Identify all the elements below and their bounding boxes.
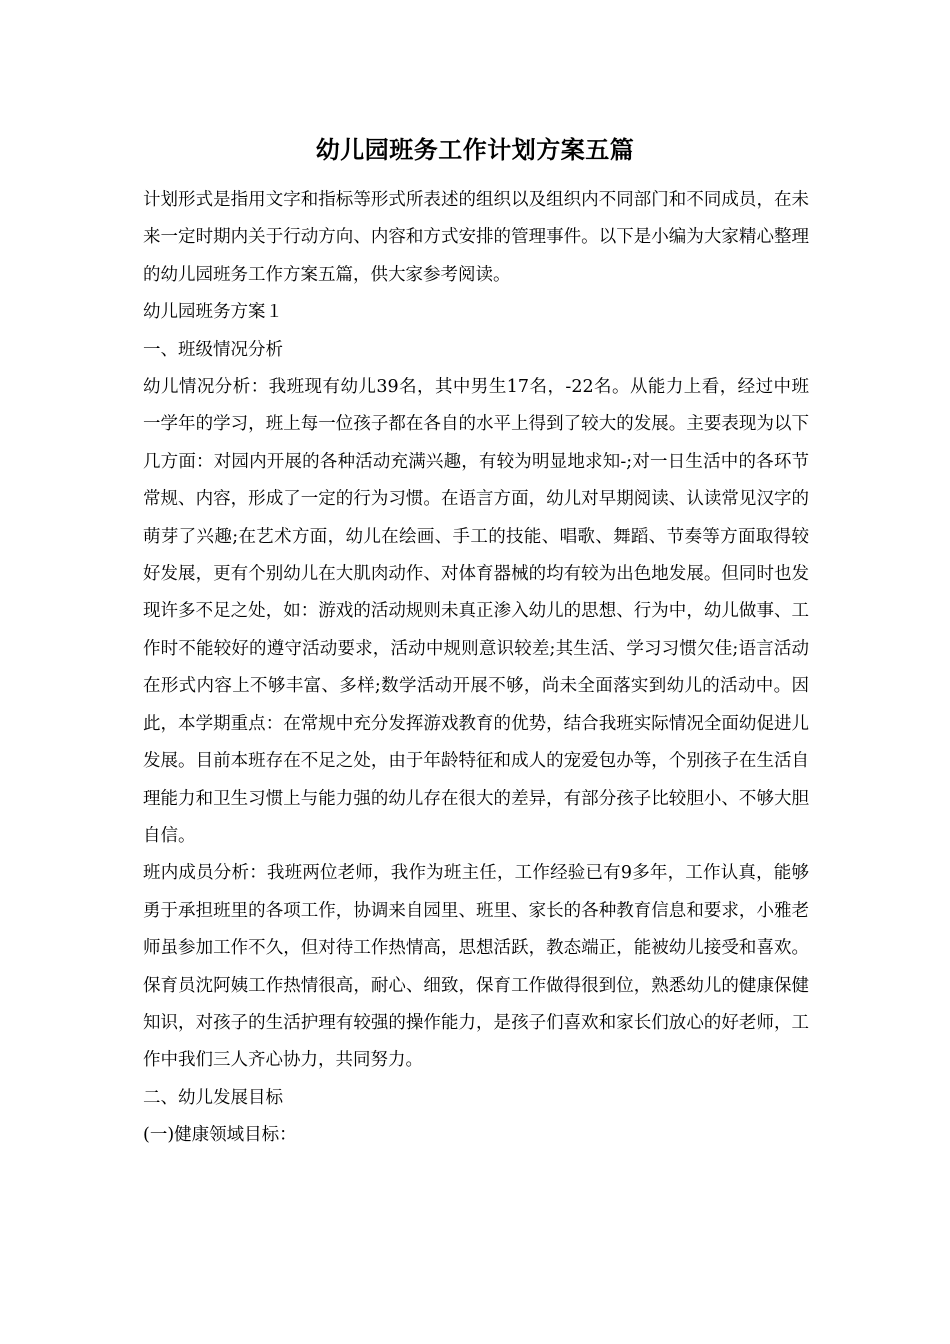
- section-heading-plan-1: 幼儿园班务方案１: [143, 302, 283, 323]
- document-body: [143, 182, 809, 1155]
- intro-paragraph: 计划形式是指用文字和指标等形式所表述的组织以及组织内不同部门和不同成员，在未来一定时期内关于行动方向、内容和方式安排的管理事件。以下是小编为大家精心整理的幼儿园班务工作方案五篇，供大家参考阅读。: [143, 190, 809, 285]
- children-analysis-paragraph: 幼儿情况分析：我班现有幼儿39名，其中男生17名，-22名。从能力上看，经过中班一学年的学习，班上每一位孩子都在各自的水平上得到了较大的发展。主要表现为以下几方面：对园内开展的各种活动充满兴趣，有较为明显地求知-;对一日生活中的各环节常规、内容，形成了一定的行为习惯。在语言方面，幼儿对早期阅读、认读常见汉字的萌芽了兴趣;在艺术方面，幼儿在绘画、手工的技能、唱歌、舞蹈、节奏等方面取得较好发展，更有个别幼儿在大肌肉动作、对体育器械的均有较为出色地发展。但同时也发现许多不足之处，如：游戏的活动规则未真正渗入幼儿的思想、行为中，幼儿做事、工作时不能较好的遵守活动要求，活动中规则意识较差;其生活、学习习惯欠佳;语言活动在形式内容上不够丰富、多样;数学活动开展不够，尚未全面落实到幼儿的活动中。因此，本学期重点：在常规中充分发挥游戏教育的优势，结合我班实际情况全面幼促进儿发展。目前本班存在不足之处，由于年龄特征和成人的宠爱包办等，个别孩子在生活自理能力和卫生习惯上与能力强的幼儿存在很大的差异，有部分孩子比较胆小、不够大胆自信。: [143, 377, 809, 846]
- section-heading-class-analysis: 一、班级情况分析: [143, 339, 283, 360]
- staff-analysis-paragraph: 班内成员分析：我班两位老师，我作为班主任，工作经验已有9多年，工作认真，能够勇于承担班里的各项工作，协调来自园里、班里、家长的各种教育信息和要求，小雅老师虽参加工作不久，但对待工作热情高，思想活跃，教态端正，能被幼儿接受和喜欢。保育员沈阿姨工作热情很高，耐心、细致，保育工作做得很到位，熟悉幼儿的健康保健知识，对孩子的生活护理有较强的操作能力，是孩子们喜欢和家长们放心的好老师，工作中我们三人齐心协力，共同努力。: [143, 863, 809, 1071]
- document-title: 幼儿园班务工作计划方案五篇: [315, 135, 635, 164]
- subsection-heading-health-goals: (一)健康领域目标：: [143, 1125, 297, 1146]
- section-heading-development-goals: 二、幼儿发展目标: [143, 1087, 283, 1108]
